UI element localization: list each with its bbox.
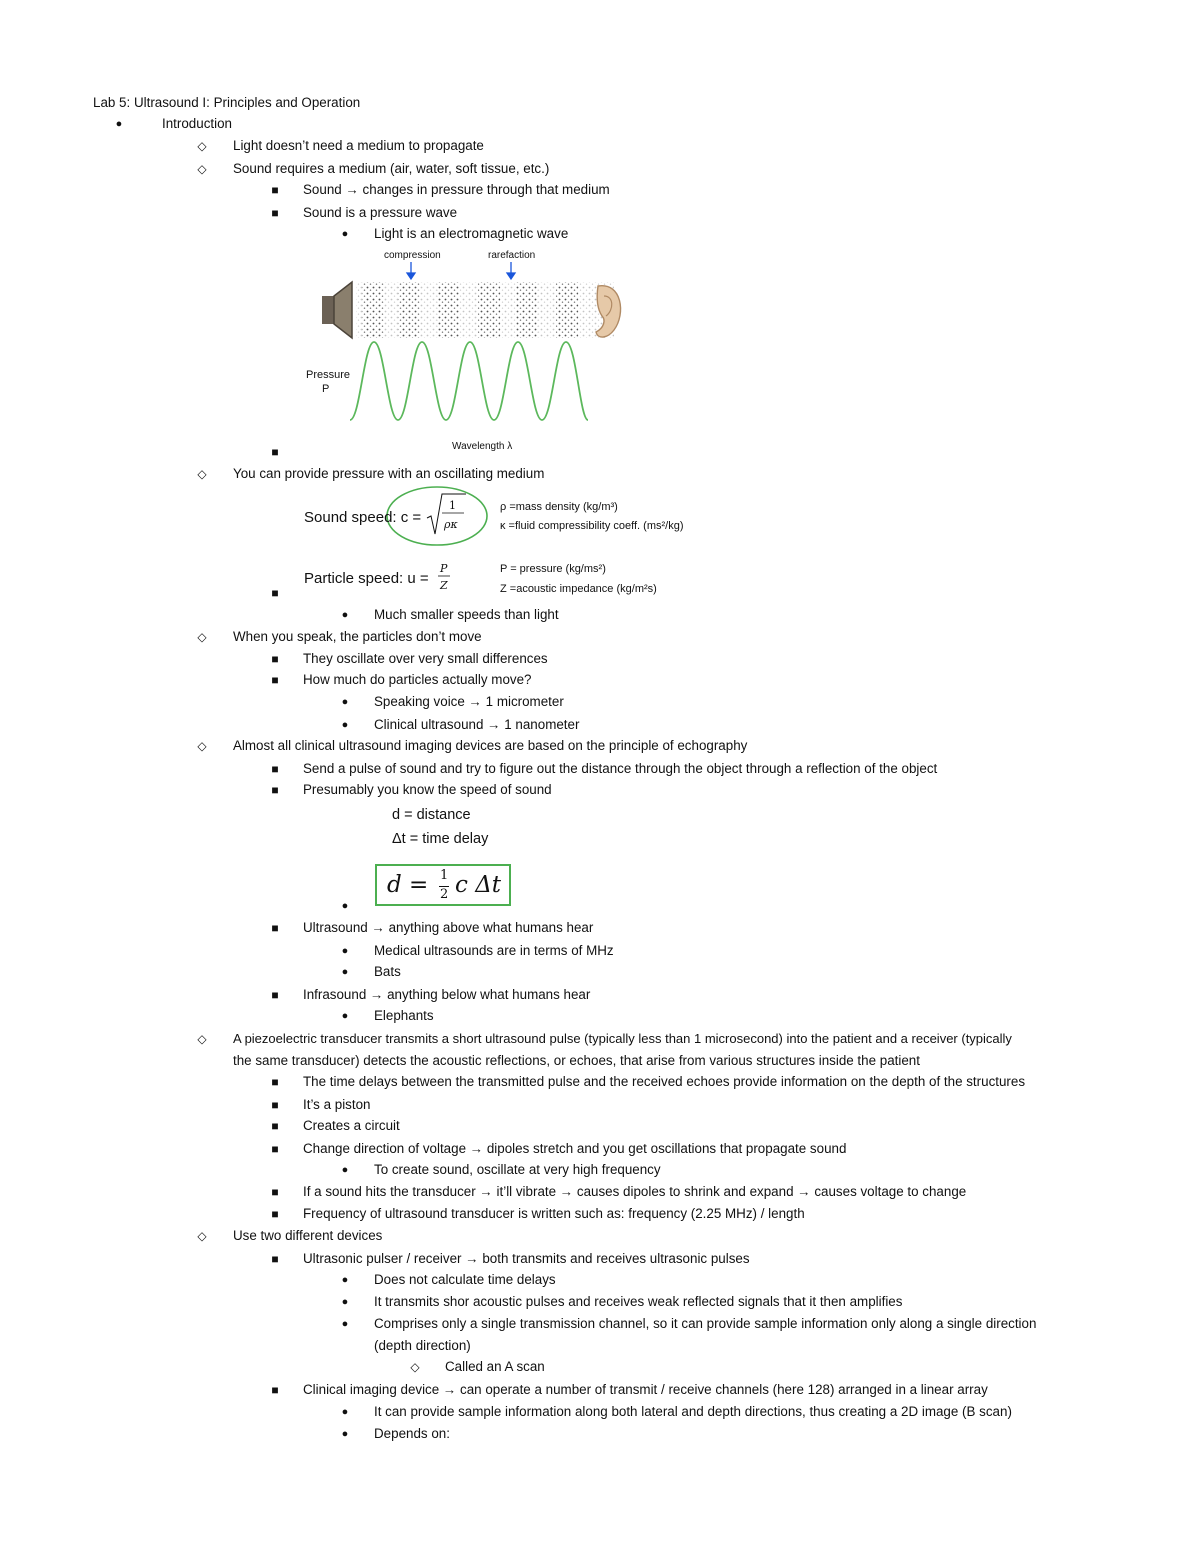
kappa-definition: κ =fluid compressibility coeff. (ms²/kg) — [500, 520, 684, 532]
bullet-l3: ■ — [271, 783, 279, 797]
bullet-l2: ◇ — [197, 1032, 207, 1046]
list-item: Send a pulse of sound and try to figure out the distance through the object through a reflection of the object — [303, 761, 938, 776]
bullet-l4: ● — [341, 945, 349, 957]
rarefaction-label: rarefaction — [488, 250, 536, 261]
list-item: You can provide pressure with an oscillating medium — [233, 466, 545, 481]
bullet-l4: ● — [341, 900, 349, 912]
bullet-l3: ■ — [271, 445, 279, 459]
list-item: Light doesn’t need a medium to propagate — [233, 138, 484, 153]
list-item: Use two different devices — [233, 1228, 383, 1243]
list-item: Speaking voice → 1 micrometer — [374, 694, 564, 709]
bullet-l3: ■ — [271, 652, 279, 666]
particle-speed-denominator: Z — [440, 579, 448, 592]
bullet-l3: ■ — [271, 1142, 279, 1156]
bullet-l2: ◇ — [197, 630, 207, 644]
list-item: It transmits shor acoustic pulses and receives weak reflected signals that it then amplifies — [374, 1294, 903, 1309]
list-item: Light is an electromagnetic wave — [374, 226, 569, 241]
time-delay-definition: Δt = time delay — [392, 831, 489, 847]
list-item: When you speak, the particles don’t move — [233, 629, 482, 644]
bullet-l2: ◇ — [197, 467, 207, 481]
bullet-l1: ● — [115, 118, 123, 130]
sound-speed-denominator: ρκ — [444, 518, 458, 531]
list-item: Comprises only a single transmission channel, so it can provide sample information only along a single direction — [374, 1316, 1037, 1331]
list-item: To create sound, oscillate at very high frequency — [374, 1162, 661, 1177]
bullet-l4: ● — [341, 1296, 349, 1308]
distance-definitions — [392, 803, 488, 851]
sound-speed-numerator: 1 — [449, 499, 456, 512]
list-item: Ultrasonic pulser / receiver → both transmits and receives ultrasonic pulses — [303, 1251, 750, 1266]
impedance-definition: Z =acoustic impedance (kg/m²s) — [500, 583, 657, 595]
arrow-down-icon — [407, 262, 515, 279]
list-item: It’s a piston — [303, 1097, 371, 1112]
bullet-l3: ■ — [271, 988, 279, 1002]
list-item: It can provide sample information along both lateral and depth directions, thus creating a 2D image (B scan) — [374, 1404, 1012, 1419]
list-item: Sound is a pressure wave — [303, 205, 458, 220]
page-title: Lab 5: Ultrasound I: Principles and Operation — [93, 95, 361, 110]
ear-icon — [596, 286, 621, 337]
list-item: How much do particles actually move? — [303, 672, 532, 687]
pressure-wave — [350, 342, 588, 420]
list-item: (depth direction) — [374, 1338, 471, 1353]
list-item: Almost all clinical ultrasound imaging devices are based on the principle of echography — [233, 738, 748, 753]
pressure-label: Pressure — [306, 369, 351, 381]
equation-lhs: d = — [387, 872, 429, 898]
bullet-l3: ■ — [271, 1207, 279, 1221]
bullet-l2: ◇ — [197, 139, 207, 153]
speaker-icon — [322, 282, 352, 338]
list-item: Bats — [374, 964, 401, 979]
equation-half-denominator: 2 — [440, 887, 449, 902]
list-item: Ultrasound → anything above what humans hear — [303, 920, 594, 935]
bullet-l4: ● — [341, 228, 349, 240]
bullet-l4: ● — [341, 1274, 349, 1286]
bullet-l4: ● — [341, 609, 349, 621]
bullet-l4: ● — [341, 1406, 349, 1418]
pressure-symbol: P — [322, 383, 330, 395]
compression-label: compression — [384, 250, 441, 261]
list-item: Presumably you know the speed of sound — [303, 782, 552, 797]
bullet-l3: ■ — [271, 586, 279, 600]
distance-definition: d = distance — [392, 807, 471, 823]
list-item: Clinical ultrasound → 1 nanometer — [374, 717, 580, 732]
list-item: The time delays between the transmitted pulse and the received echoes provide information on the depth of the structures — [303, 1074, 1026, 1089]
pressure-definition: P = pressure (kg/ms²) — [500, 563, 606, 575]
list-item: Depends on: — [374, 1426, 450, 1441]
bullet-l3: ■ — [271, 921, 279, 935]
list-item: Introduction — [162, 116, 232, 131]
sound-wave-figure — [300, 244, 640, 456]
bullet-l3: ■ — [271, 1119, 279, 1133]
list-item: the same transducer) detects the acoustic reflections, or echoes, that arise from various structures inside the patient — [233, 1053, 920, 1068]
bullet-l3: ■ — [271, 1098, 279, 1112]
bullet-l4: ● — [341, 1010, 349, 1022]
list-item: Sound requires a medium (air, water, soft tissue, etc.) — [233, 161, 550, 176]
list-item: Sound → changes in pressure through that medium — [303, 182, 610, 197]
bullet-l4: ● — [341, 719, 349, 731]
bullet-l4: ● — [341, 966, 349, 978]
bullet-l5: ◇ — [410, 1360, 420, 1374]
bullet-l4: ● — [341, 1428, 349, 1440]
list-item: Does not calculate time delays — [374, 1272, 556, 1287]
list-item: Change direction of voltage → dipoles stretch and you get oscillations that propagate sound — [303, 1141, 847, 1156]
bullet-l3: ■ — [271, 1075, 279, 1089]
list-item: Creates a circuit — [303, 1118, 400, 1133]
bullet-l4: ● — [341, 1164, 349, 1176]
bullet-l2: ◇ — [197, 1229, 207, 1243]
bullet-l4: ● — [341, 1318, 349, 1330]
list-item: If a sound hits the transducer → it’ll vibrate → causes dipoles to shrink and expand → causes voltage to change — [303, 1184, 967, 1199]
bullet-l3: ■ — [271, 1383, 279, 1397]
list-item: Frequency of ultrasound transducer is written such as: frequency (2.25 MHz) / length — [303, 1206, 805, 1221]
bullet-l3: ■ — [271, 1185, 279, 1199]
equation-half-numerator: 1 — [440, 868, 449, 883]
list-item: Much smaller speeds than light — [374, 607, 559, 622]
bullet-l2: ◇ — [197, 162, 207, 176]
bullet-l3: ■ — [271, 762, 279, 776]
particle-speed-numerator: P — [440, 562, 448, 575]
bullet-l3: ■ — [271, 206, 279, 220]
bullet-l2: ◇ — [197, 739, 207, 753]
list-item: Called an A scan — [445, 1359, 545, 1374]
speed-formulas-figure — [296, 482, 716, 598]
bullet-l4: ● — [341, 696, 349, 708]
equation-rhs: c Δt — [455, 872, 502, 898]
sound-speed-label: Sound speed: c = — [304, 509, 422, 526]
bullet-l3: ■ — [271, 1252, 279, 1266]
bullet-l3: ■ — [271, 673, 279, 687]
particle-speed-label: Particle speed: u = — [304, 570, 429, 587]
rho-definition: ρ =mass density (kg/m³) — [500, 501, 618, 513]
list-item: They oscillate over very small differences — [303, 651, 548, 666]
list-item: Infrasound → anything below what humans hear — [303, 987, 591, 1002]
list-item: Elephants — [374, 1008, 434, 1023]
distance-equation-box — [375, 864, 511, 906]
bullet-l3: ■ — [271, 183, 279, 197]
list-item: Medical ultrasounds are in terms of MHz — [374, 943, 614, 958]
list-item: Clinical imaging device → can operate a number of transmit / receive channels (here 128) arranged in a linear array — [303, 1382, 988, 1397]
list-item: A piezoelectric transducer transmits a short ultrasound pulse (typically less than 1 microsecond) into the patient and a receiver (typically — [233, 1031, 1012, 1046]
wavelength-label: Wavelength λ — [452, 441, 513, 452]
